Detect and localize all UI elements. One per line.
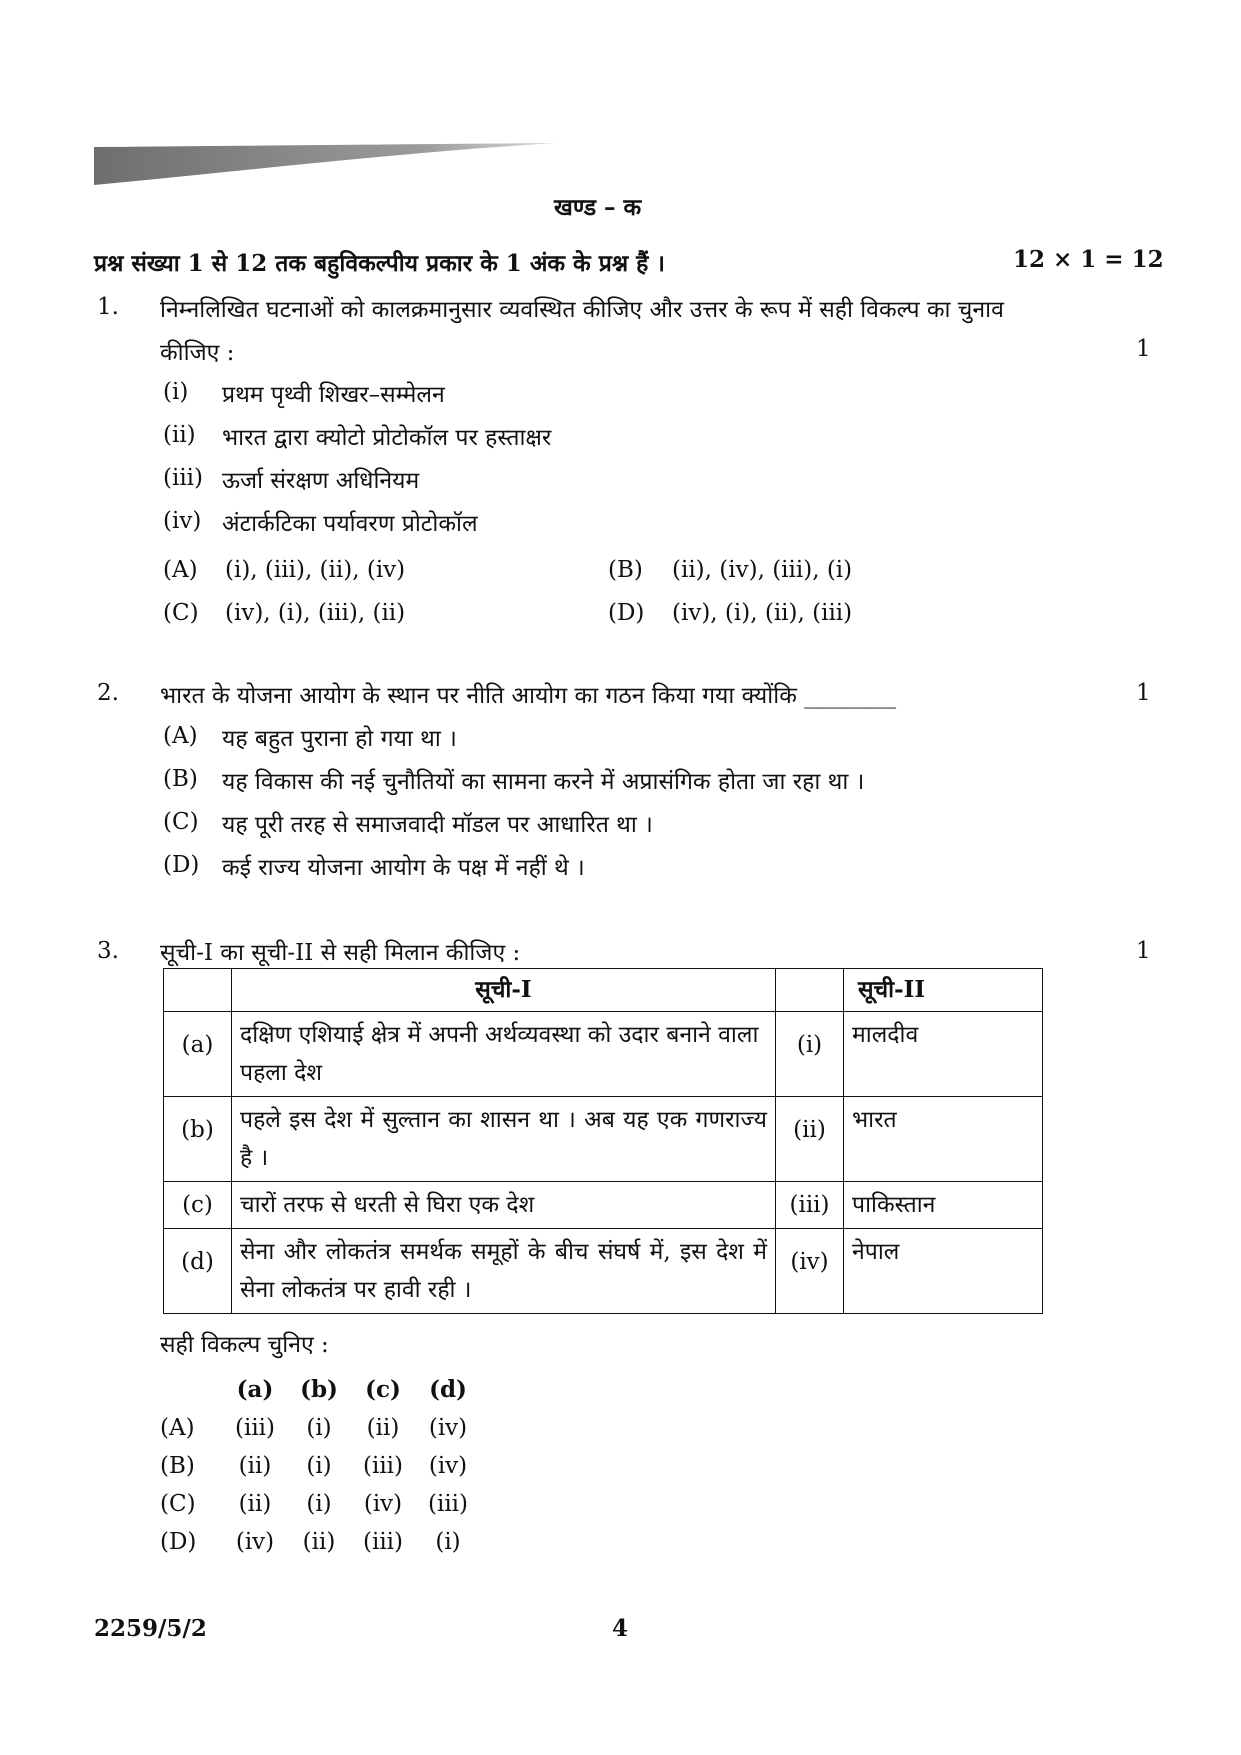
row-num: (iii)	[776, 1182, 844, 1229]
answer-cell: (iv)	[428, 1453, 468, 1479]
row-text: चारों तरफ से धरती से घिरा एक देश	[232, 1182, 776, 1229]
header-swoosh-decoration	[94, 143, 556, 185]
section-title: खण्ड – क	[554, 194, 642, 221]
table-row	[164, 1182, 1043, 1229]
row-match: नेपाल	[844, 1229, 1043, 1314]
answer-cell: (i)	[435, 1529, 461, 1555]
row-label: (d)	[164, 1229, 232, 1314]
row-num: (iv)	[776, 1229, 844, 1314]
q1-option-text: (ii), (iv), (iii), (i)	[672, 557, 853, 583]
q1-option-label: (A)	[163, 557, 198, 583]
answer-option-label: (D)	[160, 1529, 197, 1555]
q1-option-text: (i), (iii), (ii), (iv)	[225, 557, 406, 583]
answer-option-label: (B)	[160, 1453, 195, 1479]
answer-cell: (iv)	[363, 1491, 403, 1517]
header-list1: सूची-I	[232, 969, 776, 1012]
row-label: (a)	[164, 1012, 232, 1097]
q2-option-label: (B)	[163, 766, 198, 792]
answer-cell: (i)	[306, 1415, 332, 1441]
answer-cell: (iv)	[235, 1529, 275, 1555]
q1-option-text: (iv), (i), (ii), (iii)	[672, 600, 853, 626]
q1-option-label: (C)	[163, 600, 199, 626]
answer-cell: (ii)	[366, 1415, 400, 1441]
answer-header-b: (b)	[300, 1376, 338, 1403]
header-blank-cell	[164, 969, 232, 1012]
q1-item-label: (iii)	[163, 465, 204, 491]
q1-item-label: (i)	[163, 379, 189, 405]
q2-text: भारत के योजना आयोग के स्थान पर नीति आयोग का गठन किया गया क्योंकि ________	[160, 683, 897, 709]
footer-code: 2259/5/2	[94, 1615, 207, 1642]
q2-option-text: कई राज्य योजना आयोग के पक्ष में नहीं थे ।	[222, 855, 585, 881]
table-row	[164, 1097, 1043, 1182]
match-table-header	[164, 969, 1043, 1012]
answer-cell: (ii)	[238, 1491, 272, 1517]
header-list2: सूची-II	[844, 969, 1043, 1012]
header-blank-cell	[776, 969, 844, 1012]
q1-text-line2: कीजिए :	[160, 340, 235, 366]
row-text: सेना और लोकतंत्र समर्थक समूहों के बीच संघर्ष में, इस देश में सेना लोकतंत्र पर हावी रही ।	[232, 1229, 776, 1314]
q1-item-text: भारत द्वारा क्योटो प्रोटोकॉल पर हस्ताक्षर	[222, 425, 552, 451]
q1-item-label: (iv)	[163, 508, 202, 534]
answer-option-label: (C)	[160, 1491, 196, 1517]
q2-option-text: यह पूरी तरह से समाजवादी मॉडल पर आधारित था ।	[222, 812, 653, 838]
answer-cell: (iii)	[362, 1453, 403, 1479]
instruction-marks: 12 × 1 = 12	[1013, 246, 1164, 273]
q1-item-text: ऊर्जा संरक्षण अधिनियम	[222, 468, 420, 494]
q2-number: 2.	[97, 680, 119, 706]
instruction-text: प्रश्न संख्या 1 से 12 तक बहुविकल्पीय प्रकार के 1 अंक के प्रश्न हैं ।	[94, 250, 666, 277]
q2-option-label: (C)	[163, 809, 199, 835]
q2-option-text: यह विकास की नई चुनौतियों का सामना करने में अप्रासंगिक होता जा रहा था ।	[222, 769, 865, 795]
q1-option-label: (D)	[608, 600, 645, 626]
q1-option-text: (iv), (i), (iii), (ii)	[225, 600, 406, 626]
answer-header-a: (a)	[236, 1376, 274, 1403]
q3-choose-text: सही विकल्प चुनिए :	[160, 1332, 329, 1358]
q1-number: 1.	[97, 294, 119, 320]
q1-text-line1: निम्नलिखित घटनाओं को कालक्रमानुसार व्यवस्थित कीजिए और उत्तर के रूप में सही विकल्प का चुनाव	[160, 297, 1004, 323]
table-row	[164, 1229, 1043, 1314]
answer-cell: (ii)	[302, 1529, 336, 1555]
row-label: (b)	[164, 1097, 232, 1182]
q3-text: सूची-I का सूची-II से सही मिलान कीजिए :	[160, 940, 521, 966]
page-number: 4	[612, 1615, 629, 1642]
q1-item-label: (ii)	[163, 422, 196, 448]
answer-header-d: (d)	[429, 1376, 467, 1403]
answer-cell: (iii)	[234, 1415, 275, 1441]
row-label: (c)	[164, 1182, 232, 1229]
q1-option-label: (B)	[608, 557, 643, 583]
answer-cell: (iv)	[428, 1415, 468, 1441]
q2-marks: 1	[1136, 680, 1151, 706]
q2-option-label: (D)	[163, 852, 200, 878]
row-num: (ii)	[776, 1097, 844, 1182]
table-row	[164, 1012, 1043, 1097]
answer-cell: (ii)	[238, 1453, 272, 1479]
q3-number: 3.	[97, 938, 119, 964]
answer-header-c: (c)	[365, 1376, 401, 1403]
q1-marks: 1	[1136, 336, 1151, 362]
q2-option-text: यह बहुत पुराना हो गया था ।	[222, 726, 457, 752]
row-match: भारत	[844, 1097, 1043, 1182]
q1-item-text: प्रथम पृथ्वी शिखर–सम्मेलन	[222, 382, 445, 408]
answer-cell: (iii)	[427, 1491, 468, 1517]
q2-option-label: (A)	[163, 723, 198, 749]
row-text: दक्षिण एशियाई क्षेत्र में अपनी अर्थव्यवस्था को उदार बनाने वाला पहला देश	[232, 1012, 776, 1097]
row-match: पाकिस्तान	[844, 1182, 1043, 1229]
row-match: मालदीव	[844, 1012, 1043, 1097]
answer-cell: (iii)	[362, 1529, 403, 1555]
answer-cell: (i)	[306, 1491, 332, 1517]
answer-cell: (i)	[306, 1453, 332, 1479]
q3-marks: 1	[1136, 938, 1151, 964]
answer-option-label: (A)	[160, 1415, 195, 1441]
row-num: (i)	[776, 1012, 844, 1097]
row-text: पहले इस देश में सुल्तान का शासन था । अब यह एक गणराज्य है ।	[232, 1097, 776, 1182]
match-table	[163, 968, 1043, 1314]
q1-item-text: अंटार्कटिका पर्यावरण प्रोटोकॉल	[222, 511, 478, 537]
